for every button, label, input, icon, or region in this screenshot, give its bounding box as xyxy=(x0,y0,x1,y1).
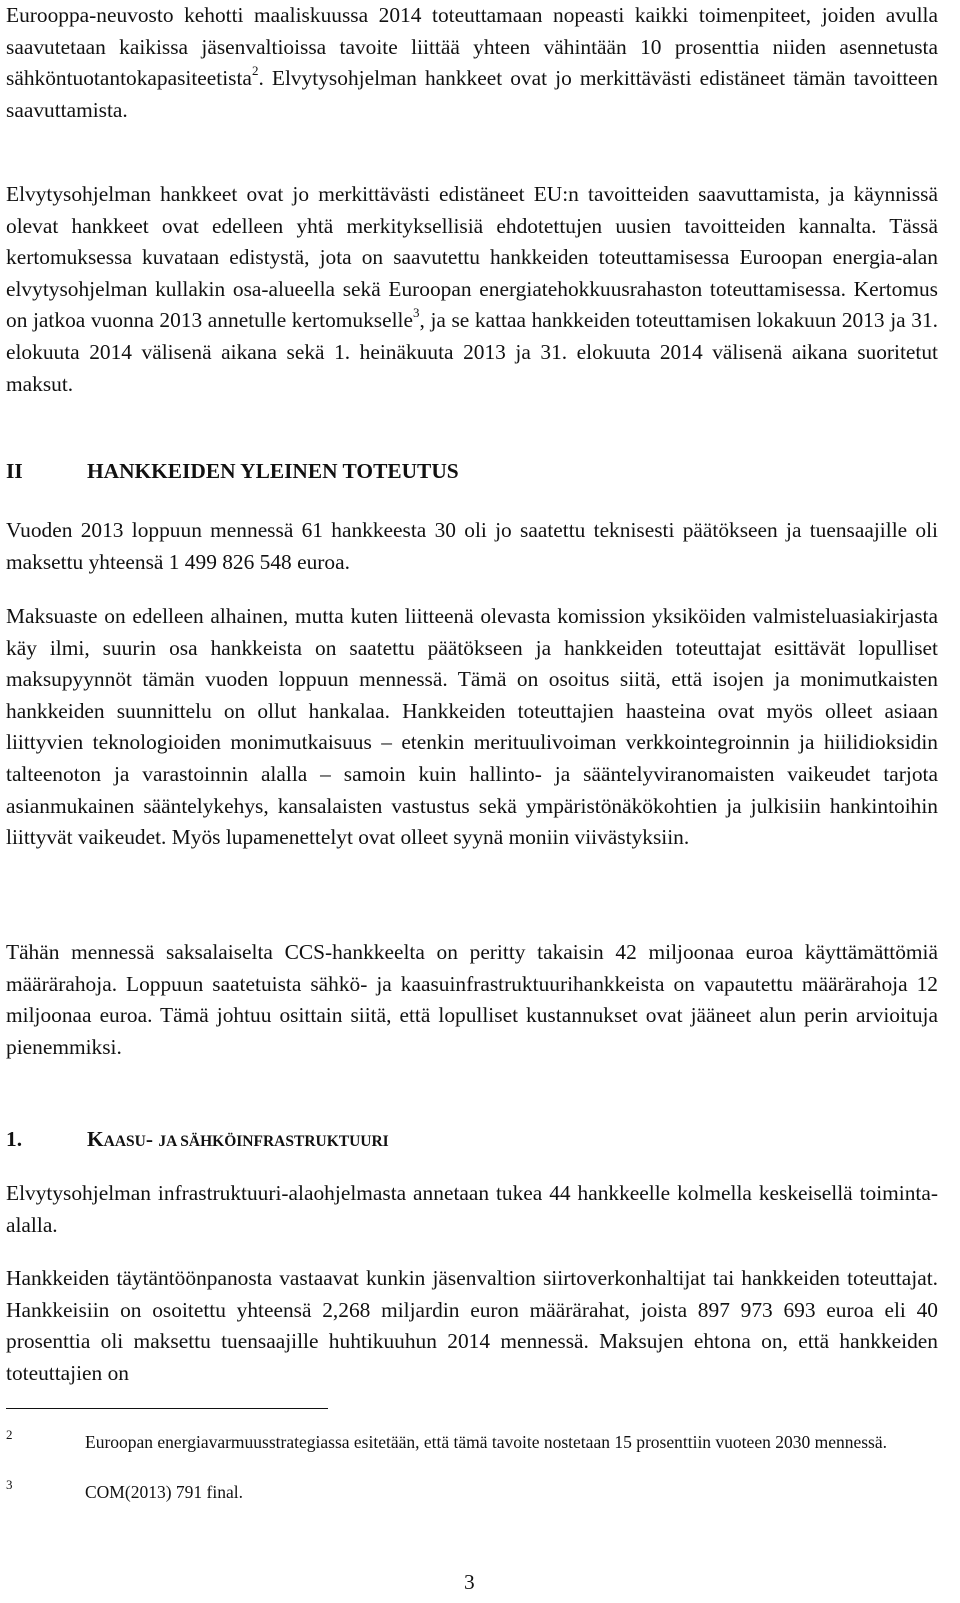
footnote-2-text: Euroopan energiavarmuusstrategiassa esitetään, että tämä tavoite nostetaan 15 prosenttiin vuoteen 2030 mennessä. xyxy=(85,1432,887,1452)
paragraph-3: Vuoden 2013 loppuun mennessä 61 hankkeesta 30 oli jo saatettu teknisesti päätökseen ja tuensaajille oli maksettu yhteensä 1 499 826 548 euroa. xyxy=(6,518,938,574)
paragraph-1 xyxy=(6,0,938,126)
paragraph-2-tail: , ja se kattaa hankkeiden toteuttamisen lokakuun 2013 ja 31. elokuuta 2014 välisenä aikana sekä 1. heinäkuuta 2013 ja 31. elokuuta 2014 välisenä aikana suoritetut maksut. xyxy=(6,308,938,396)
section-title: HANKKEIDEN YLEINEN TOTEUTUS xyxy=(87,459,459,483)
footnote-ref-3[interactable]: 3 xyxy=(413,305,420,321)
paragraph-1-text: Eurooppa-neuvosto kehotti maaliskuussa 2014 toteuttamaan nopeasti kaikki toimenpiteet, joiden avulla saavutetaan kaikissa jäsenvaltioissa tavoite liittää yhteen vähintään 10 prosenttia niiden asennetusta sähköntuotantokapasiteetista xyxy=(6,3,938,91)
subsection-title-part1: AASU xyxy=(103,1133,146,1150)
subsection-number: 1. xyxy=(6,1127,23,1151)
paragraph-6: Elvytysohjelman infrastruktuuri-alaohjelmasta annetaan tukea 44 hankkeelle kolmella keskeisellä toiminta-alalla. xyxy=(6,1181,938,1237)
paragraph-2 xyxy=(6,179,938,400)
footnote-2-number: 2 xyxy=(6,1427,13,1442)
page-number: 3 xyxy=(464,1570,475,1594)
subsection-title-initial: K xyxy=(87,1127,104,1151)
paragraph-4: Maksuaste on edelleen alhainen, mutta kuten liitteenä olevasta komission yksiköiden valmisteluasiakirjasta käy ilmi, suurin osa hankkeista on saatettu päätökseen ja hankkeiden toteuttajat esittävät lopulliset maksupyynnöt tämän vuoden loppuun mennessä. Tämä on osoitus siitä, että isojen ja monimutkaisten hankkeiden suunnittelu on ollut hankalaa. Hankkeiden toteuttajien haasteina ovat myös olleet asiaan liittyvien teknologioiden monimutkaisuus – etenkin merituulivoiman verkkointegroinnin ja hiilidioksidin talteenoton ja varastoinnin alalla – samoin kuin hallinto- ja sääntelyviranomaisten vaikeudet tarjota asianmukainen sääntelykehys, kansalaisten vastustus sekä ympäristönäkökohtien ja julkisiin hankintoihin liittyvät vaikeudet. Myös lupamenettelyt ovat olleet syynä moniin viivästyksiin. xyxy=(6,604,938,850)
paragraph-7: Hankkeiden täytäntöönpanosta vastaavat kunkin jäsenvaltion siirtoverkonhaltijat tai hankkeiden toteuttajat. Hankkeisiin on osoitettu yhteensä 2,268 miljardin euron määrärahat, joista 897 973 693 euroa eli 40 prosenttia oli maksettu tuensaajille huhtikuuhun 2014 mennessä. Maksujen ehtona on, että hankkeiden toteuttajien on xyxy=(6,1266,938,1385)
subsection-title-dash: - xyxy=(145,1127,159,1151)
footnote-3-number: 3 xyxy=(6,1477,13,1492)
footnote-separator xyxy=(6,1408,328,1409)
footnote-3-text: COM(2013) 791 final. xyxy=(85,1482,243,1502)
subsection-title-part2: JA SÄHKÖINFRASTRUKTUURI xyxy=(158,1133,389,1150)
footnote-3 xyxy=(6,1477,938,1505)
paragraph-1-tail: . Elvytysohjelman hankkeet ovat jo merkittävästi edistäneet tämän tavoitteen saavuttamista. xyxy=(6,66,938,122)
section-number: II xyxy=(6,459,23,483)
paragraph-5: Tähän mennessä saksalaiselta CCS-hankkeelta on peritty takaisin 42 miljoonaa euroa käyttämättömiä määrärahoja. Loppuun saatetuista sähkö- ja kaasuinfrastruktuurihankkeista on vapautettu määrärahoja 12 miljoonaa euroa. Tämä johtuu osittain siitä, että lopulliset kustannukset ovat jääneet alun perin arvioituja pienemmiksi. xyxy=(6,940,938,1059)
footnote-2 xyxy=(6,1427,938,1480)
paragraph-2-text: Elvytysohjelman hankkeet ovat jo merkittävästi edistäneet EU:n tavoitteiden saavuttamista, ja käynnissä olevat hankkeet ovat edelleen yhtä merkityksellisiä ehdotettujen uusien tavoitteiden kannalta. Tässä kertomuksessa kuvataan edistystä, jota on saavutettu hankkeiden toteuttamisessa Euroopan energia-alan elvytysohjelman kullakin osa-alueella sekä Euroopan energiatehokkuusrahaston toteuttamisessa. Kertomus on jatkoa vuonna 2013 annetulle kertomukselle xyxy=(6,182,938,333)
footnote-ref-2[interactable]: 2 xyxy=(251,63,259,79)
subsection-title xyxy=(87,1124,389,1158)
